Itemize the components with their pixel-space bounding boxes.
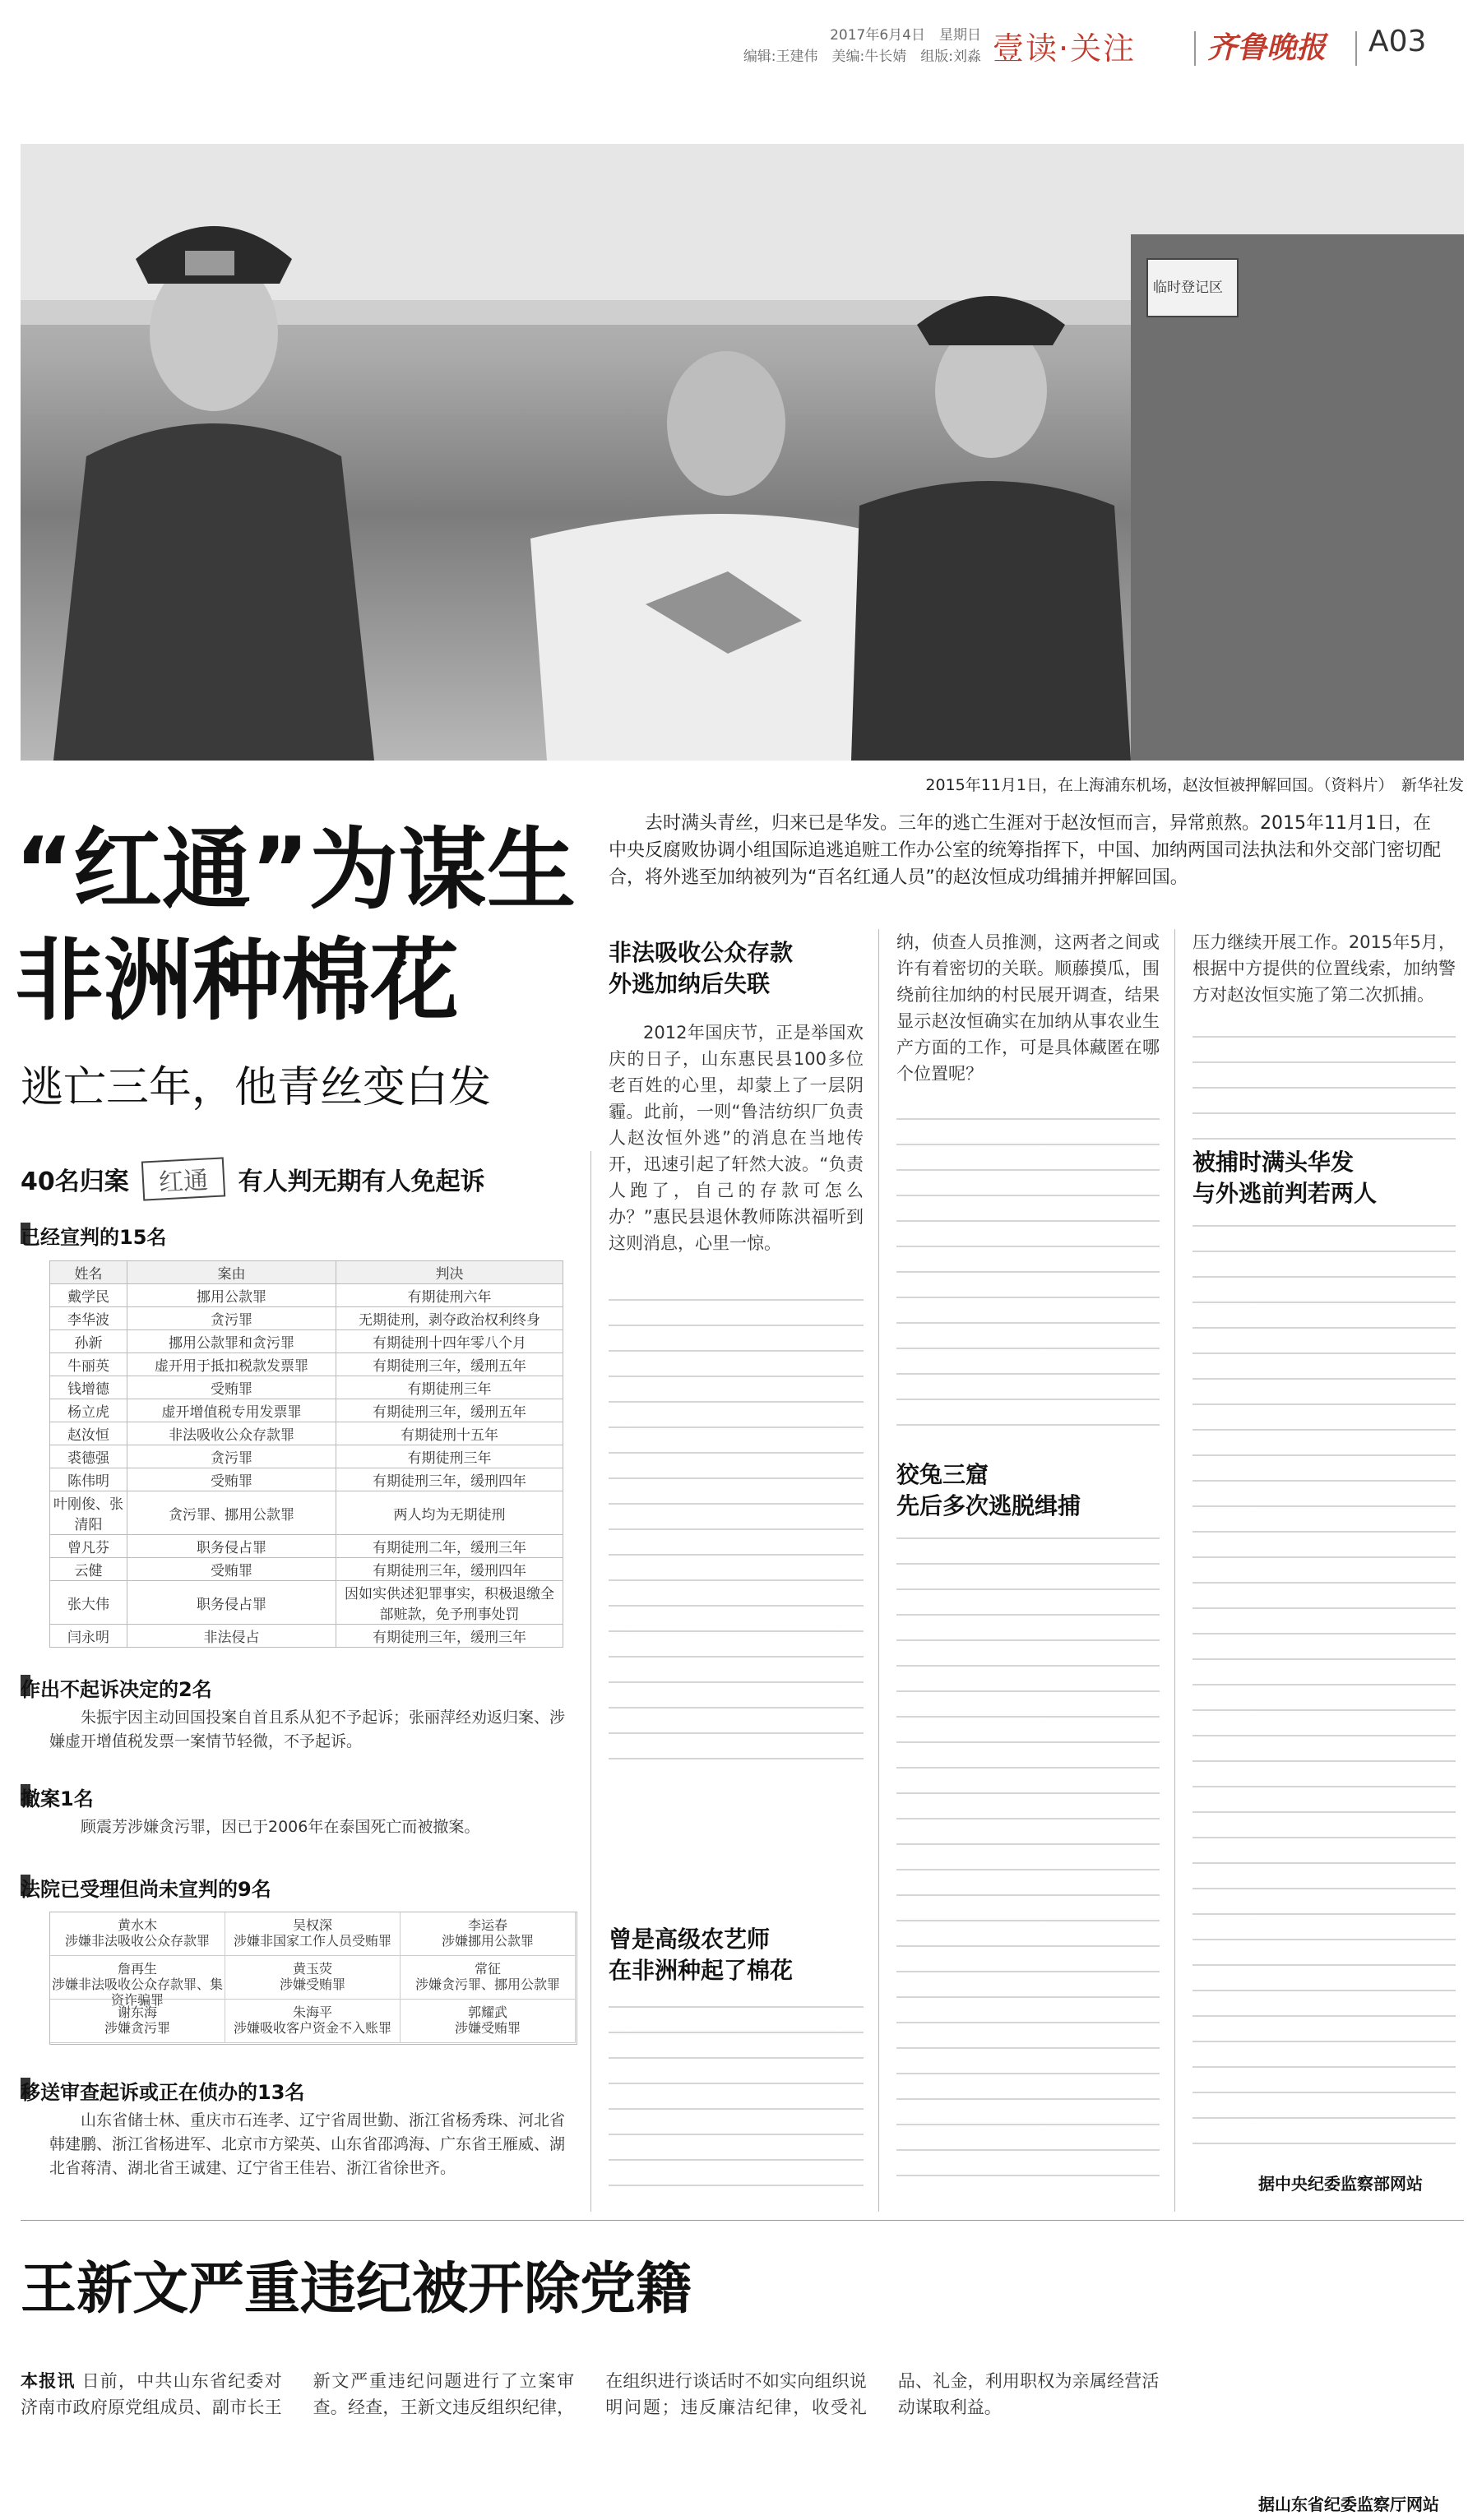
pending-heading: 法院已受理但尚未宣判的9名: [21, 1878, 271, 1901]
table-header-row: [50, 1261, 563, 1284]
table-row: [50, 1307, 563, 1330]
registration-sign: 临时登记区: [1153, 280, 1223, 296]
table-cell-verdict: 有期徒刑二年，缓刑三年: [336, 1535, 563, 1558]
column-2-text-end: [896, 1537, 1160, 2195]
sentenced-table: [49, 1260, 563, 1648]
table-row: [50, 1353, 563, 1376]
issue-date: 2017年6月4日 星期日: [830, 27, 981, 44]
story-divider: [21, 2220, 1464, 2221]
table-cell-name: 牛丽英: [50, 1353, 127, 1376]
table-cell-name: 杨立虎: [50, 1399, 127, 1422]
table-cell-charge: 受贿罪: [127, 1376, 336, 1399]
col-header-verdict: 判决: [336, 1261, 563, 1284]
header-divider-2: [1355, 31, 1357, 66]
newspaper-logo: 齐鲁晚报: [1207, 30, 1327, 65]
table-cell-verdict: 有期徒刑三年，缓刑三年: [336, 1625, 563, 1648]
table-cell-charge: 受贿罪: [127, 1468, 336, 1491]
column-3-heading: 被捕时满头华发 与外逃前判若两人: [1192, 1149, 1378, 1207]
headline-line-1: “红通”为谋生: [15, 819, 576, 922]
table-cell-verdict: 有期徒刑三年: [336, 1376, 563, 1399]
table-cell-name: 陈伟明: [50, 1468, 127, 1491]
col-header-charge: 案由: [127, 1261, 336, 1284]
pending-case-cell: 黄玉荧 涉嫌受贿罪: [225, 1956, 401, 2000]
column-3-text: 压力继续开展工作。2015年5月，根据中方提供的位置线索，加纳警方对赵汝恒实施了第二次抓捕。: [1192, 932, 1456, 1005]
table-cell-name: 曾凡芬: [50, 1535, 127, 1558]
table-cell-verdict: 有期徒刑三年，缓刑四年: [336, 1468, 563, 1491]
table-cell-verdict: 有期徒刑三年: [336, 1445, 563, 1468]
table-cell-charge: 贪污罪: [127, 1445, 336, 1468]
column-2-text: 纳，侦查人员推测，这两者之间或许有着密切的关联。顺藤摸瓜，围绕前往加纳的村民展开调查，结果显示赵汝恒确实在加纳从事农业生产方面的工作，可是具体藏匿在哪个位置呢？: [896, 932, 1160, 1084]
column-rule: [590, 1151, 591, 2212]
table-cell-verdict: 因如实供述犯罪事实，积极退缴全部赃款，免予刑事处罚: [336, 1581, 563, 1625]
table-row: [50, 1535, 563, 1558]
wang-body: 日前，中共山东省纪委对济南市政府原党组成员、副市长王新文严重违纪问题进行了立案审查。经查，王新文违反组织纪律，在组织进行谈话时不如实向组织说明问题；违反廉洁纪律，收受礼品、礼金，利用职权为亲属经营活动谋取利益。: [21, 2371, 1160, 2417]
col-header-name: 姓名: [50, 1261, 127, 1284]
table-cell-verdict: 有期徒刑六年: [336, 1284, 563, 1307]
column-1-heading-3: 曾是高级农艺师 在非洲种起了棉花: [609, 1926, 794, 1984]
photo-illustration: [21, 144, 1464, 761]
table-cell-verdict: 无期徒刑，剥夺政治权利终身: [336, 1307, 563, 1330]
table-row: [50, 1625, 563, 1648]
sidebar-headline: [21, 1159, 580, 1199]
headline-line-2: 非洲种棉花: [15, 930, 460, 1033]
table-row: [50, 1376, 563, 1399]
table-cell-name: 张大伟: [50, 1581, 127, 1625]
column-1-text: 2012年国庆节，正是举国欢庆的日子，山东惠民县100多位老百姓的心里，却蒙上了一层阴霾。此前，一则“鲁洁纺织厂负责人赵汝恒外逃”的消息在当地传开，迅速引起了轩然大波。“负责人跑了，自己的存款可怎么办？”惠民县退休教师陈洪福听到这则消息，心里一惊。: [609, 1023, 864, 1253]
table-cell-charge: 贪污罪: [127, 1307, 336, 1330]
red-notice-stamp: 红通: [141, 1157, 225, 1200]
table-cell-charge: 虚开用于抵扣税款发票罪: [127, 1353, 336, 1376]
column-3-text-end: [1192, 1225, 1456, 2162]
no-prosecution-heading: 作出不起诉决定的2名: [21, 1678, 212, 1701]
table-cell-name: 钱增德: [50, 1376, 127, 1399]
table-cell-name: 裘德强: [50, 1445, 127, 1468]
table-row: [50, 1330, 563, 1353]
pending-case-cell: 朱海平 涉嫌吸收客户资金不入账罪: [225, 2000, 401, 2043]
table-cell-charge: 非法侵占: [127, 1625, 336, 1648]
pending-grid: [49, 1912, 577, 2045]
page-number: A03: [1368, 25, 1427, 58]
table-cell-name: 李华波: [50, 1307, 127, 1330]
no-prosecution-text: 朱振宇因主动回国投案自首且系从犯不予起诉；张丽萍经劝返归案、涉嫌虚开增值税发票一案情节轻微，不予起诉。: [49, 1709, 566, 1750]
sub-headline: 逃亡三年，他青丝变白发: [21, 1063, 492, 1112]
table-row: [50, 1491, 563, 1535]
column-1-text-end: [609, 2006, 864, 2195]
review-heading: 移送审查起诉或正在侦办的13名: [21, 2081, 305, 2104]
table-cell-verdict: 有期徒刑十四年零八个月: [336, 1330, 563, 1353]
column-2-text-continued: [896, 1118, 1160, 1447]
table-cell-charge: 虚开增值税专用发票罪: [127, 1399, 336, 1422]
column-rule: [1174, 929, 1175, 2212]
wang-source-credit: 据山东省纪委监察厅网站: [1258, 2495, 1439, 2514]
photo-caption: 2015年11月1日，在上海浦东机场，赵汝恒被押解回国。（资料片） 新华社发: [925, 776, 1464, 794]
table-cell-charge: 非法吸收公众存款罪: [127, 1422, 336, 1445]
sidebar-headline-post: 有人判无期有人免起诉: [238, 1168, 485, 1196]
table-cell-name: 赵汝恒: [50, 1422, 127, 1445]
table-row: [50, 1422, 563, 1445]
review-text: 山东省储士林、重庆市石连孝、辽宁省周世勤、浙江省杨秀珠、河北省韩建鹏、浙江省杨进军、北京市方梁英、山东省邵鸿海、广东省王雁威、湖北省蒋清、湖北省王诚建、辽宁省王佳岩、浙江省徐世齐。: [49, 2111, 566, 2177]
table-cell-name: 闫永明: [50, 1625, 127, 1648]
column-3-text-continued: [1192, 1036, 1456, 1143]
column-1-text-continued: [609, 1299, 864, 1759]
column-2-heading: 狡兔三窟 先后多次逃脱缉捕: [896, 1461, 1081, 1519]
table-cell-name: 云健: [50, 1558, 127, 1581]
table-row: [50, 1581, 563, 1625]
table-row: [50, 1445, 563, 1468]
pending-case-cell: 常征 涉嫌贪污罪、挪用公款罪: [401, 1956, 576, 2000]
pending-case-cell: 谢东海 涉嫌贪污罪: [50, 2000, 225, 2043]
table-cell-name: 叶刚俊、张清阳: [50, 1491, 127, 1535]
table-row: [50, 1468, 563, 1491]
withdrawn-text: 顾震芳涉嫌贪污罪，因已于2006年在泰国死亡而被撤案。: [81, 1818, 480, 1836]
table-cell-verdict: 有期徒刑三年，缓刑四年: [336, 1558, 563, 1581]
wang-text: [21, 2368, 1452, 2421]
news-photo: [21, 144, 1464, 761]
pending-case-cell: 吴权深 涉嫌非国家工作人员受贿罪: [225, 1912, 401, 1956]
column-rule: [878, 929, 879, 2212]
withdrawn-heading: 撤案1名: [21, 1787, 94, 1810]
lede-paragraph: 去时满头青丝，归来已是华发。三年的逃亡生涯对于赵汝恒而言，异常煎熬。2015年11月1日，在中央反腐败协调小组国际追逃追赃工作办公室的统筹指挥下，中国、加纳两国司法执法和外交部门密切配合，将外逃至加纳被列为“百名红通人员”的赵汝恒成功缉捕并押解回国。: [609, 813, 1442, 888]
table-cell-verdict: 有期徒刑三年，缓刑五年: [336, 1399, 563, 1422]
table-cell-charge: 挪用公款罪: [127, 1284, 336, 1307]
table-row: [50, 1399, 563, 1422]
table-cell-charge: 贪污罪、挪用公款罪: [127, 1491, 336, 1535]
table-cell-verdict: 有期徒刑十五年: [336, 1422, 563, 1445]
pending-case-cell: 詹再生 涉嫌非法吸收公众存款罪、集资诈骗罪: [50, 1956, 225, 2000]
table-cell-charge: 职务侵占罪: [127, 1535, 336, 1558]
column-source-credit: 据中央纪委监察部网站: [1258, 2174, 1423, 2194]
header-divider: [1194, 31, 1196, 66]
wang-byline: 本报讯: [21, 2371, 76, 2391]
table-row: [50, 1558, 563, 1581]
table-cell-verdict: 两人均为无期徒刑: [336, 1491, 563, 1535]
table-cell-charge: 职务侵占罪: [127, 1581, 336, 1625]
table-cell-name: 戴学民: [50, 1284, 127, 1307]
pending-case-cell: 李运春 涉嫌挪用公款罪: [401, 1912, 576, 1956]
pending-case-cell: 黄水木 涉嫌非法吸收公众存款罪: [50, 1912, 225, 1956]
table-cell-charge: 受贿罪: [127, 1558, 336, 1581]
editor-credits: 编辑:王建伟 美编:牛长婧 组版:刘淼: [743, 49, 981, 65]
table-cell-name: 孙新: [50, 1330, 127, 1353]
table-cell-verdict: 有期徒刑三年，缓刑五年: [336, 1353, 563, 1376]
pending-case-cell: 郭耀武 涉嫌受贿罪: [401, 2000, 576, 2043]
sentenced-heading: 已经宣判的15名: [21, 1226, 167, 1249]
section-title: 壹读·关注: [993, 30, 1137, 67]
table-cell-charge: 挪用公款罪和贪污罪: [127, 1330, 336, 1353]
column-1-heading: 非法吸收公众存款 外逃加纳后失联: [609, 939, 794, 997]
table-row: [50, 1284, 563, 1307]
sidebar-headline-pre: 40名归案: [21, 1168, 129, 1196]
wang-headline: 王新文严重违纪被开除党籍: [21, 2257, 692, 2322]
